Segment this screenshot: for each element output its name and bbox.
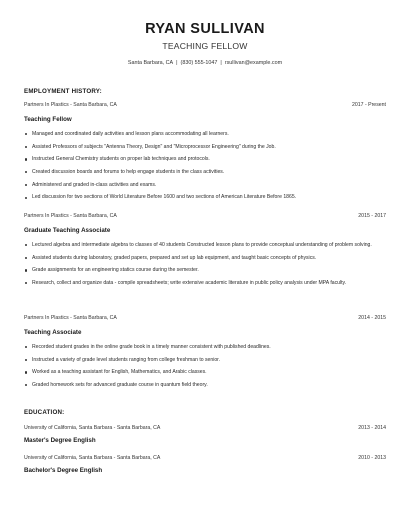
job-dates: 2014 - 2015	[358, 315, 386, 321]
job-dates: 2015 - 2017	[358, 213, 386, 219]
job-bullet-list	[24, 242, 386, 287]
job-title: Teaching Fellow	[24, 116, 72, 123]
job-meta	[24, 315, 386, 321]
job-bullet: Instructed a variety of grade level students ranging from college freshman to senior.	[31, 357, 386, 364]
education-meta	[24, 455, 386, 461]
job-bullet: Worked as a teaching assistant for English, Mathematics, and Arabic classes.	[31, 369, 386, 376]
job-meta	[24, 213, 386, 219]
education-degree: Master's Degree English	[24, 437, 96, 444]
job-employer: Partners In Plastics - Santa Barbara, CA	[24, 315, 117, 321]
job-entry	[24, 213, 386, 293]
job-bullet: Managed and coordinated daily activities and lesson plans accommodating all learners.	[31, 131, 386, 138]
contact-email[interactable]: rsullivan@example.com	[224, 60, 283, 66]
job-bullet: Assisted Professors of subjects "Antenna Theory, Design" and "Microprocessor Engineering" during the Job.	[31, 144, 386, 151]
education-dates: 2013 - 2014	[358, 425, 386, 431]
employment-heading: EMPLOYMENT HISTORY:	[24, 88, 102, 95]
contact-location: Santa Barbara, CA	[127, 60, 174, 66]
job-bullet: Research, collect and organize data - compile spreadsheets; write extensive academic literature in public policy analysis under MPA faculty.	[31, 280, 386, 287]
job-dates: 2017 - Present	[351, 102, 386, 108]
job-entry	[24, 315, 386, 395]
job-bullet: Graded homework sets for advanced graduate course in quantum field theory.	[31, 382, 386, 389]
education-entry	[24, 425, 386, 444]
job-bullet-list	[24, 131, 386, 201]
education-degree: Bachelor's Degree English	[24, 467, 103, 474]
education-school: University of California, Santa Barbara - Santa Barbara, CA	[24, 425, 161, 431]
contact-separator: |	[176, 60, 178, 66]
education-heading: EDUCATION:	[24, 409, 65, 416]
job-bullet: Led discussion for two sections of World Literature Before 1600 and two sections of American Literature Before 1865.	[31, 194, 386, 201]
candidate-name: RYAN SULLIVAN	[145, 21, 265, 37]
education-meta	[24, 425, 386, 431]
job-entry	[24, 102, 386, 207]
job-bullet: Created discussion boards and forums to help engage students in the class activities.	[31, 169, 386, 176]
candidate-title: TEACHING FELLOW	[162, 41, 248, 51]
job-bullet: Instructed General Chemistry students on proper lab techniques and protocols.	[31, 156, 386, 163]
contact-phone: (830) 555-1047	[180, 60, 218, 66]
contact-line	[0, 60, 410, 66]
education-school: University of California, Santa Barbara - Santa Barbara, CA	[24, 455, 161, 461]
job-meta	[24, 102, 386, 108]
job-bullet: Grade assignments for an engineering statics course during the semester.	[31, 267, 386, 274]
job-title: Teaching Associate	[24, 329, 82, 336]
job-employer: Partners In Plastics - Santa Barbara, CA	[24, 213, 117, 219]
contact-separator: |	[220, 60, 222, 66]
job-title: Graduate Teaching Associate	[24, 227, 111, 234]
job-bullet: Lectured algebra and intermediate algebra to classes of 40 students Constructed lesson plans to provide conceptual understanding of problem solving.	[31, 242, 386, 249]
education-entry	[24, 455, 386, 474]
job-bullet: Assisted students during laboratory, graded papers, prepared and set up lab equipment, and taught basic concepts of physics.	[31, 255, 386, 262]
job-employer: Partners In Plastics - Santa Barbara, CA	[24, 102, 117, 108]
job-bullet: Recorded student grades in the online grade book in a timely manner consistent with published deadlines.	[31, 344, 386, 351]
education-dates: 2010 - 2013	[358, 455, 386, 461]
job-bullet-list	[24, 344, 386, 389]
job-bullet: Administered and graded in-class activities and exams.	[31, 182, 386, 189]
